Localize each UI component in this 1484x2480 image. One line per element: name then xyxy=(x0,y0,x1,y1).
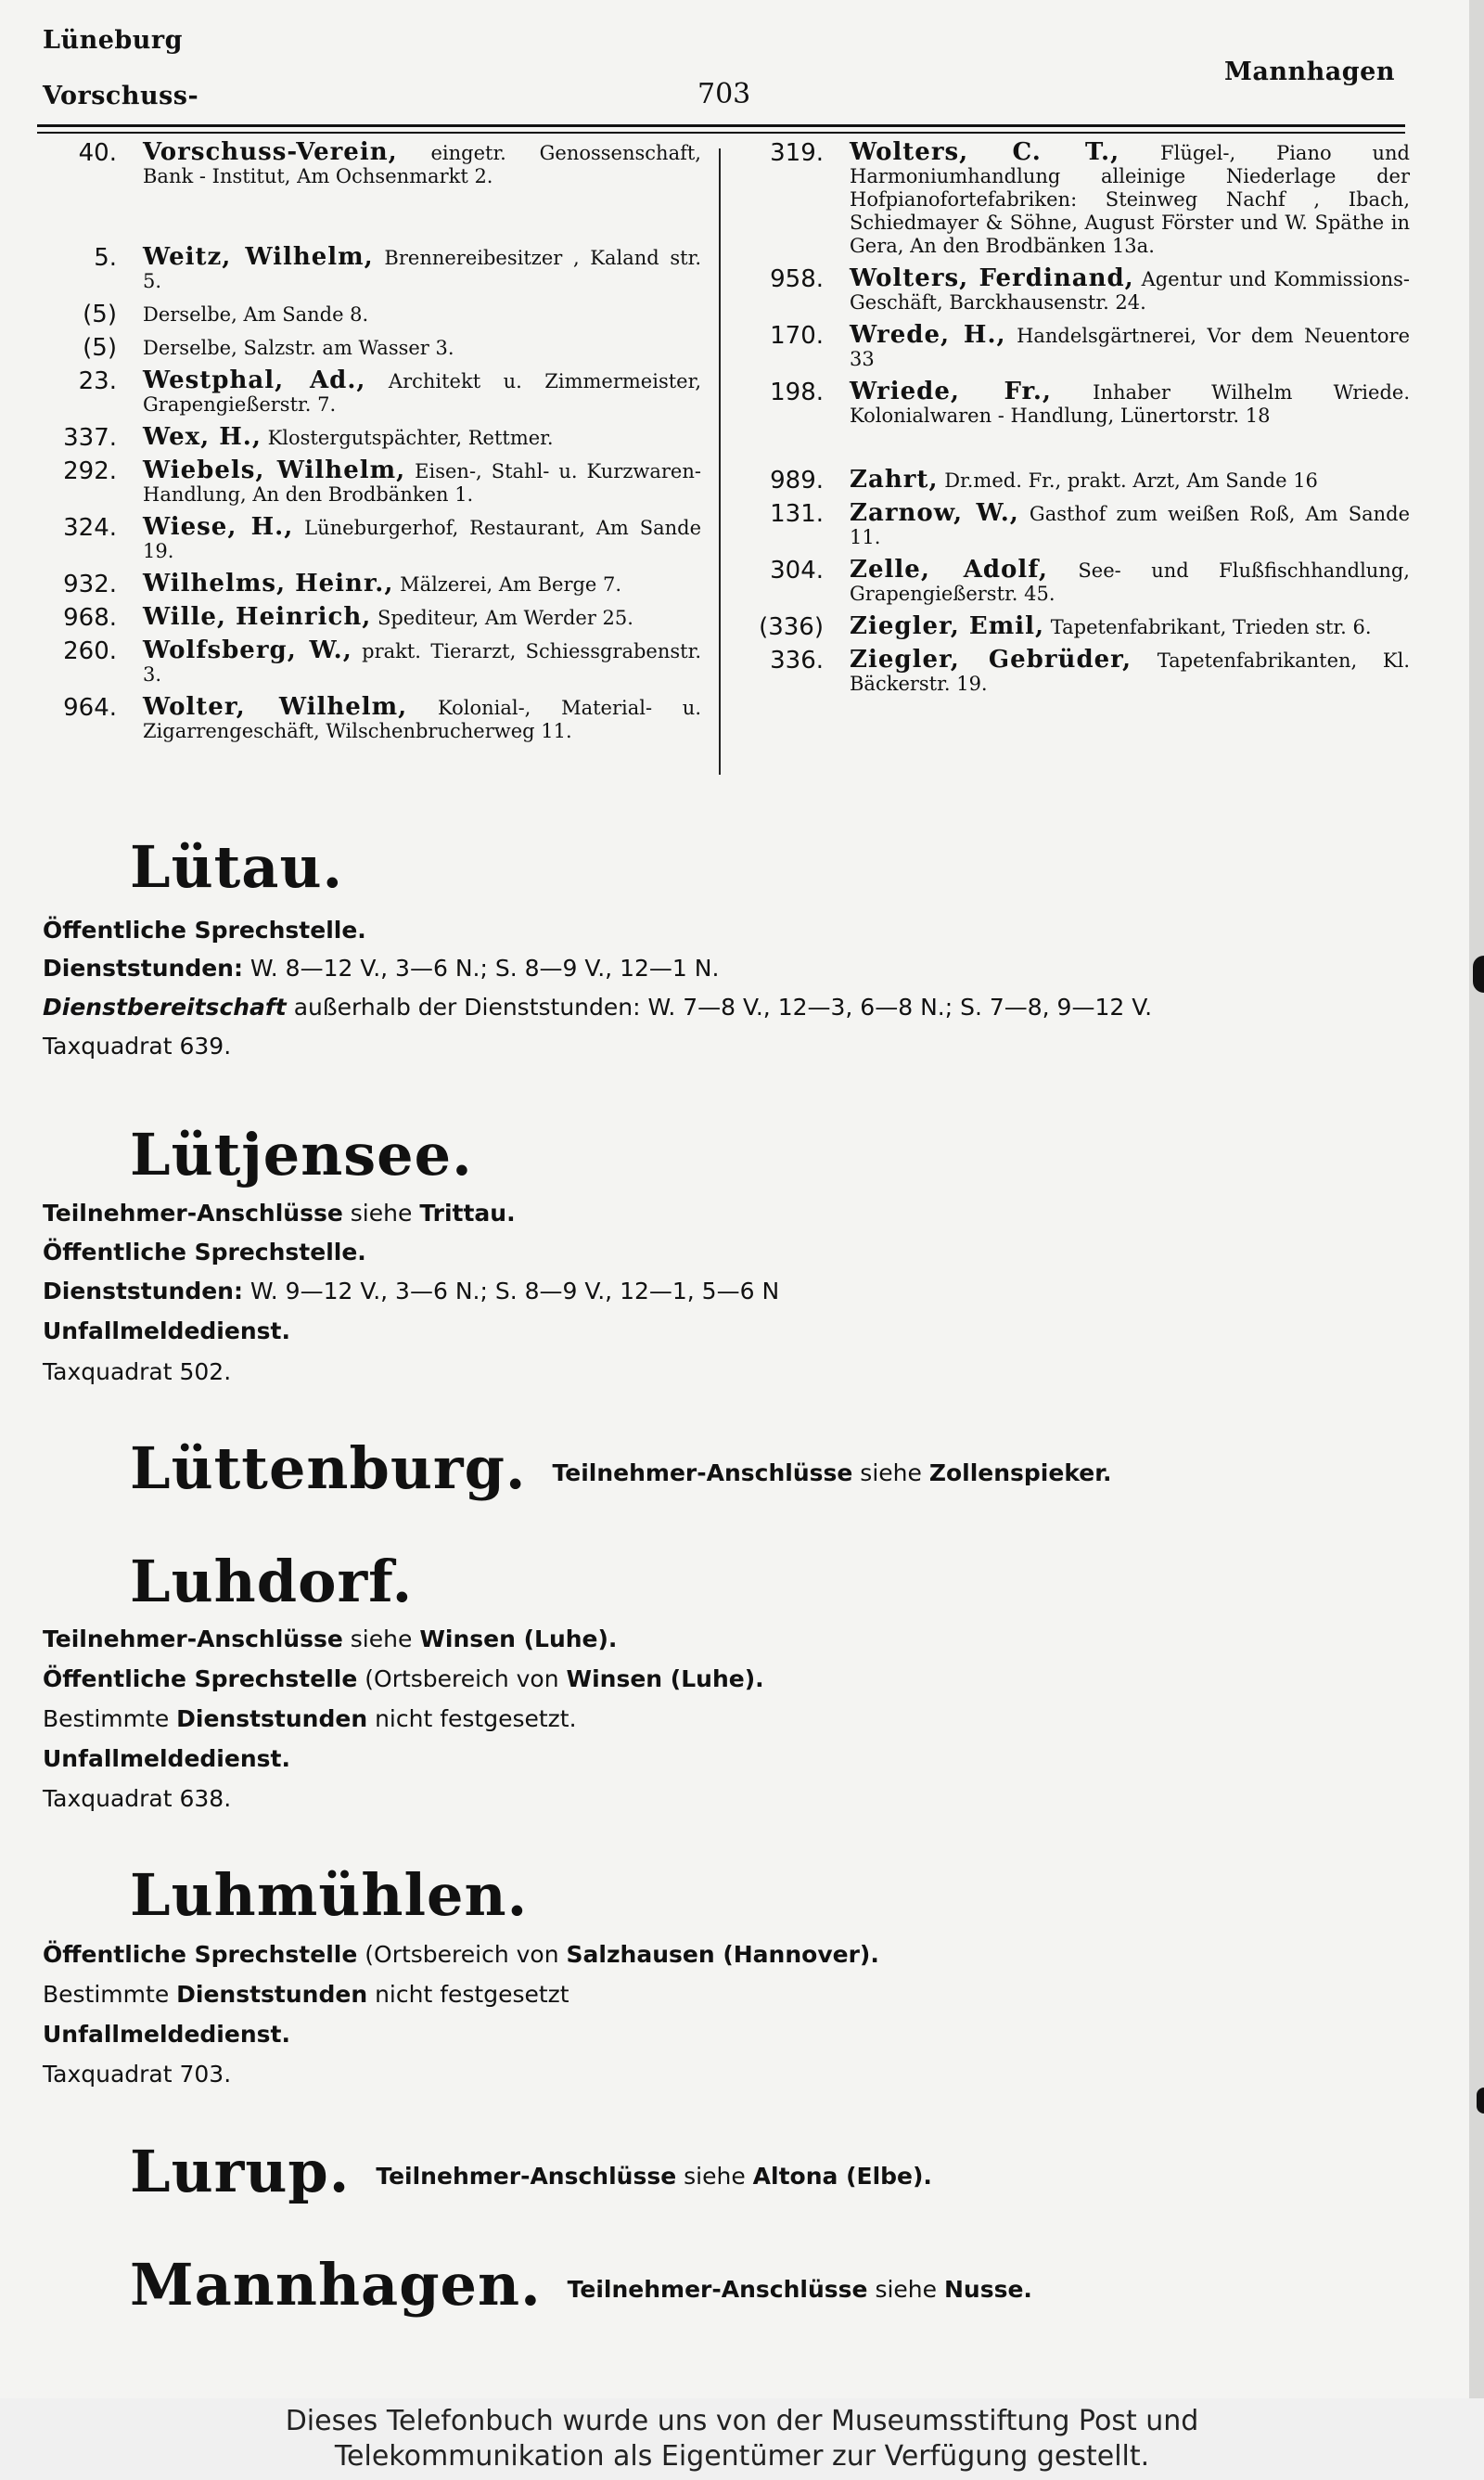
info-line xyxy=(43,1941,879,1969)
info-line: Unfallmeldedienst. xyxy=(43,1317,290,1344)
directory-entry xyxy=(749,321,1411,371)
phone-number: 336. xyxy=(770,647,824,675)
directory-entry xyxy=(749,380,1410,428)
place-title-luhmuehlen: Luhmühlen. xyxy=(130,1861,529,1929)
header-last-entry: Mannhagen xyxy=(1224,58,1395,86)
entry-name: Wolters, C. T., xyxy=(850,138,1120,166)
phone-number: (5) xyxy=(83,301,117,328)
phone-number: 260. xyxy=(63,637,117,665)
directory-entry xyxy=(749,499,1410,549)
phone-number: 324. xyxy=(63,514,117,542)
entry-details: Derselbe, Am Sande 8. xyxy=(143,303,369,326)
header-rule xyxy=(37,132,1405,134)
cross-reference: Teilnehmer-Anschlüsse siehe Zollenspieker. xyxy=(552,1459,1112,1486)
info-label: Öffentliche Sprechstelle xyxy=(43,1665,358,1692)
header-place: Lüneburg xyxy=(43,26,184,55)
entry-details: Brennereibesitzer , Kaland str. 5. xyxy=(143,247,701,292)
directory-entry xyxy=(749,264,1410,315)
directory-entry xyxy=(43,423,701,452)
directory-entry xyxy=(43,456,701,507)
entry-details: Derselbe, Salzstr. am Wasser 3. xyxy=(143,337,454,359)
entry-name: Ziegler, Emil, xyxy=(850,612,1045,640)
info-line xyxy=(43,1705,577,1733)
phone-number: 40. xyxy=(78,139,117,167)
info-text: nicht festgesetzt xyxy=(367,1981,569,2008)
entry-name: Wolters, Ferdinand, xyxy=(850,264,1134,292)
entry-details: Dr.med. Fr., prakt. Arzt, Am Sande 16 xyxy=(944,469,1318,492)
entry-name: Wolter, Wilhelm, xyxy=(143,693,408,721)
info-text: siehe xyxy=(342,1200,420,1227)
phone-number: 304. xyxy=(770,557,824,585)
phone-number: (336) xyxy=(759,613,824,641)
directory-entry xyxy=(43,572,701,597)
place-title-luhdorf: Luhdorf. xyxy=(130,1548,414,1615)
directory-entry xyxy=(43,513,701,563)
entry-details: Architekt u. Zimmermeister, Grapengießerstr. 7. xyxy=(143,370,701,416)
directory-entry xyxy=(43,302,701,327)
directory-column-right xyxy=(749,138,1411,705)
directory-entry xyxy=(749,138,1410,258)
phone-number: 131. xyxy=(770,500,824,528)
phone-number: 5. xyxy=(94,244,117,272)
info-text: siehe xyxy=(342,1625,420,1652)
info-label: Dienststunden: xyxy=(43,1278,243,1304)
phone-number: 989. xyxy=(770,467,824,495)
entry-name: Vorschuss-Verein, xyxy=(143,138,398,166)
info-label: Öffentliche Sprechstelle xyxy=(43,1941,358,1968)
info-ref: Salzhausen (Hannover). xyxy=(566,1941,879,1968)
entry-name: Wiese, H., xyxy=(143,513,294,541)
place-name: Lüttenburg. xyxy=(130,1434,527,1502)
info-ref: Winsen (Luhe). xyxy=(566,1665,764,1692)
info-text: W. 8—12 V., 3—6 N.; S. 8—9 V., 12—1 N. xyxy=(242,955,720,982)
header-first-entry: Vorschuss- xyxy=(43,82,199,110)
entry-details: Kolonial-, Material- u. Zigarrengeschäft, Wilschenbrucherweg 11. xyxy=(143,697,702,742)
info-text: Bestimmte xyxy=(43,1981,177,2008)
cross-reference: Teilnehmer-Anschlüsse siehe Nusse. xyxy=(567,2276,1032,2303)
entry-details: Gasthof zum weißen Roß, Am Sande 11. xyxy=(850,503,1410,548)
page-number: 703 xyxy=(697,78,751,110)
info-line xyxy=(43,994,1152,1022)
entry-details: Tapetenfabrikant, Trieden str. 6. xyxy=(1050,616,1372,638)
phone-number: 964. xyxy=(63,694,117,722)
place-title-luetau: Lütau. xyxy=(130,833,344,901)
phone-number: 932. xyxy=(63,571,117,598)
info-text: nicht festgesetzt. xyxy=(367,1705,577,1732)
entry-details: Lüneburgerhof, Restaurant, Am Sande 19. xyxy=(143,517,701,562)
phone-number: 337. xyxy=(63,424,117,452)
info-line: Unfallmeldedienst. xyxy=(43,1745,290,1772)
info-label: Teilnehmer-Anschlüsse xyxy=(43,1200,343,1227)
entry-details: Handelsgärtnerei, Vor dem Neuentore 33 xyxy=(850,325,1411,370)
place-name: Mannhagen. xyxy=(130,2251,542,2319)
page-edge xyxy=(1469,0,1484,2398)
info-text: (Ortsbereich von xyxy=(357,1941,567,1968)
info-text: W. 9—12 V., 3—6 N.; S. 8—9 V., 12—1, 5—6 N xyxy=(242,1278,780,1304)
info-text: Bestimmte xyxy=(43,1705,177,1732)
scan-notch xyxy=(1473,956,1484,993)
entry-details: prakt. Tierarzt, Schiessgrabenstr. 3. xyxy=(143,640,701,686)
place-title-luettenburg xyxy=(130,1436,1112,1506)
entry-name: Wiebels, Wilhelm, xyxy=(143,456,406,484)
info-line xyxy=(43,1981,569,2009)
directory-entry xyxy=(43,243,701,293)
entry-name: Wriede, Fr., xyxy=(850,378,1052,405)
info-label: Dienstbereitschaft xyxy=(43,994,287,1021)
footer-line: Telekommunikation als Eigentümer zur Verfügung gestellt. xyxy=(334,2440,1150,2473)
entry-name: Wille, Heinrich, xyxy=(143,603,372,631)
phone-number: 170. xyxy=(770,322,824,350)
footer-line: Dieses Telefonbuch wurde uns von der Museumsstiftung Post und xyxy=(285,2405,1199,2437)
directory-entry xyxy=(749,556,1410,606)
entry-name: Westphal, Ad., xyxy=(143,366,366,394)
entry-name: Zahrt, xyxy=(850,466,939,494)
directory-entry xyxy=(749,646,1410,696)
entry-name: Wilhelms, Heinr., xyxy=(143,570,394,598)
entry-details: Mälzerei, Am Berge 7. xyxy=(400,573,622,596)
info-line: Taxquadrat 502. xyxy=(43,1358,232,1385)
info-line xyxy=(43,955,719,983)
info-label: Dienststunden xyxy=(176,1981,368,2008)
entry-details: See- und Flußfischhandlung, Grapengießerstr. 45. xyxy=(850,559,1410,605)
cross-reference: Teilnehmer-Anschlüsse siehe Altona (Elbe). xyxy=(376,2163,932,2190)
info-label: Dienststunden: xyxy=(43,955,243,982)
info-line: Taxquadrat 638. xyxy=(43,1785,232,1812)
directory-entry xyxy=(749,466,1410,495)
phone-number: 198. xyxy=(770,379,824,406)
info-line: Unfallmeldedienst. xyxy=(43,2021,290,2048)
info-line xyxy=(43,1278,779,1305)
info-line: Taxquadrat 639. xyxy=(43,1033,232,1060)
directory-entry xyxy=(43,693,702,743)
info-ref: Trittau. xyxy=(419,1200,516,1227)
phone-number: 23. xyxy=(78,367,117,395)
entry-name: Weitz, Wilhelm, xyxy=(143,243,374,271)
header-rule xyxy=(37,124,1405,127)
entry-details: eingetr. Genossenschaft, Bank - Institut, Am Ochsenmarkt 2. xyxy=(143,142,701,187)
info-line: Öffentliche Sprechstelle. xyxy=(43,917,366,944)
info-line xyxy=(43,1200,516,1227)
phone-number: 319. xyxy=(770,139,824,167)
info-line: Öffentliche Sprechstelle. xyxy=(43,1239,366,1266)
phone-number: 292. xyxy=(63,457,117,485)
entry-name: Wolfsberg, W., xyxy=(143,636,352,664)
entry-details: Tapetenfabrikanten, Kl. Bäckerstr. 19. xyxy=(850,649,1410,695)
entry-details: Flügel-, Piano und Harmoniumhandlung alleinige Niederlage der Hofpianofortefabriken: Steinweg Nachf , Ibach, Schiedmayer & Söhne, August Förster und W. Späthe in Gera, An den Brodbänken 13a. xyxy=(850,142,1410,257)
directory-entry xyxy=(749,612,1410,641)
place-name: Lurup. xyxy=(130,2138,351,2205)
phone-number: 958. xyxy=(770,265,824,293)
entry-details: Spediteur, Am Werder 25. xyxy=(377,607,633,629)
directory-entry xyxy=(43,603,701,632)
phone-number: (5) xyxy=(83,334,117,362)
entry-details: Klostergutspächter, Rettmer. xyxy=(267,427,554,449)
directory-column-left xyxy=(43,138,702,752)
directory-entry xyxy=(43,366,701,417)
copyright-footer xyxy=(0,2398,1484,2480)
info-text: (Ortsbereich von xyxy=(357,1665,567,1692)
info-line: Taxquadrat 703. xyxy=(43,2061,232,2088)
directory-entry xyxy=(43,336,701,360)
info-label: Teilnehmer-Anschlüsse xyxy=(43,1625,343,1652)
place-title-mannhagen xyxy=(130,2253,1032,2322)
scan-notch xyxy=(1477,2088,1484,2114)
entry-name: Wrede, H., xyxy=(850,321,1006,349)
entry-details: Inhaber Wilhelm Wriede. Kolonialwaren - Handlung, Lünertorstr. 18 xyxy=(850,381,1410,427)
entry-details: Agentur und Kommissions-Geschäft, Barckhausenstr. 24. xyxy=(850,268,1410,314)
place-title-lurup xyxy=(130,2139,932,2209)
info-line xyxy=(43,1665,764,1693)
entry-name: Wex, H., xyxy=(143,423,262,451)
entry-name: Zarnow, W., xyxy=(850,499,1019,527)
entry-name: Ziegler, Gebrüder, xyxy=(850,646,1132,674)
column-divider xyxy=(719,148,721,775)
info-line xyxy=(43,1625,617,1653)
info-ref: Winsen (Luhe). xyxy=(419,1625,618,1652)
phone-number: 968. xyxy=(63,604,117,632)
directory-entry xyxy=(43,138,701,188)
entry-details: Eisen-, Stahl- u. Kurzwaren-Handlung, An den Brodbänken 1. xyxy=(143,460,701,506)
info-label: Dienststunden xyxy=(176,1705,368,1732)
info-text: außerhalb der Dienststunden: W. 7—8 V., 12—3, 6—8 N.; S. 7—8, 9—12 V. xyxy=(286,994,1153,1021)
place-title-luetjensee: Lütjensee. xyxy=(130,1121,473,1189)
entry-name: Zelle, Adolf, xyxy=(850,556,1048,584)
directory-entry xyxy=(43,636,701,687)
